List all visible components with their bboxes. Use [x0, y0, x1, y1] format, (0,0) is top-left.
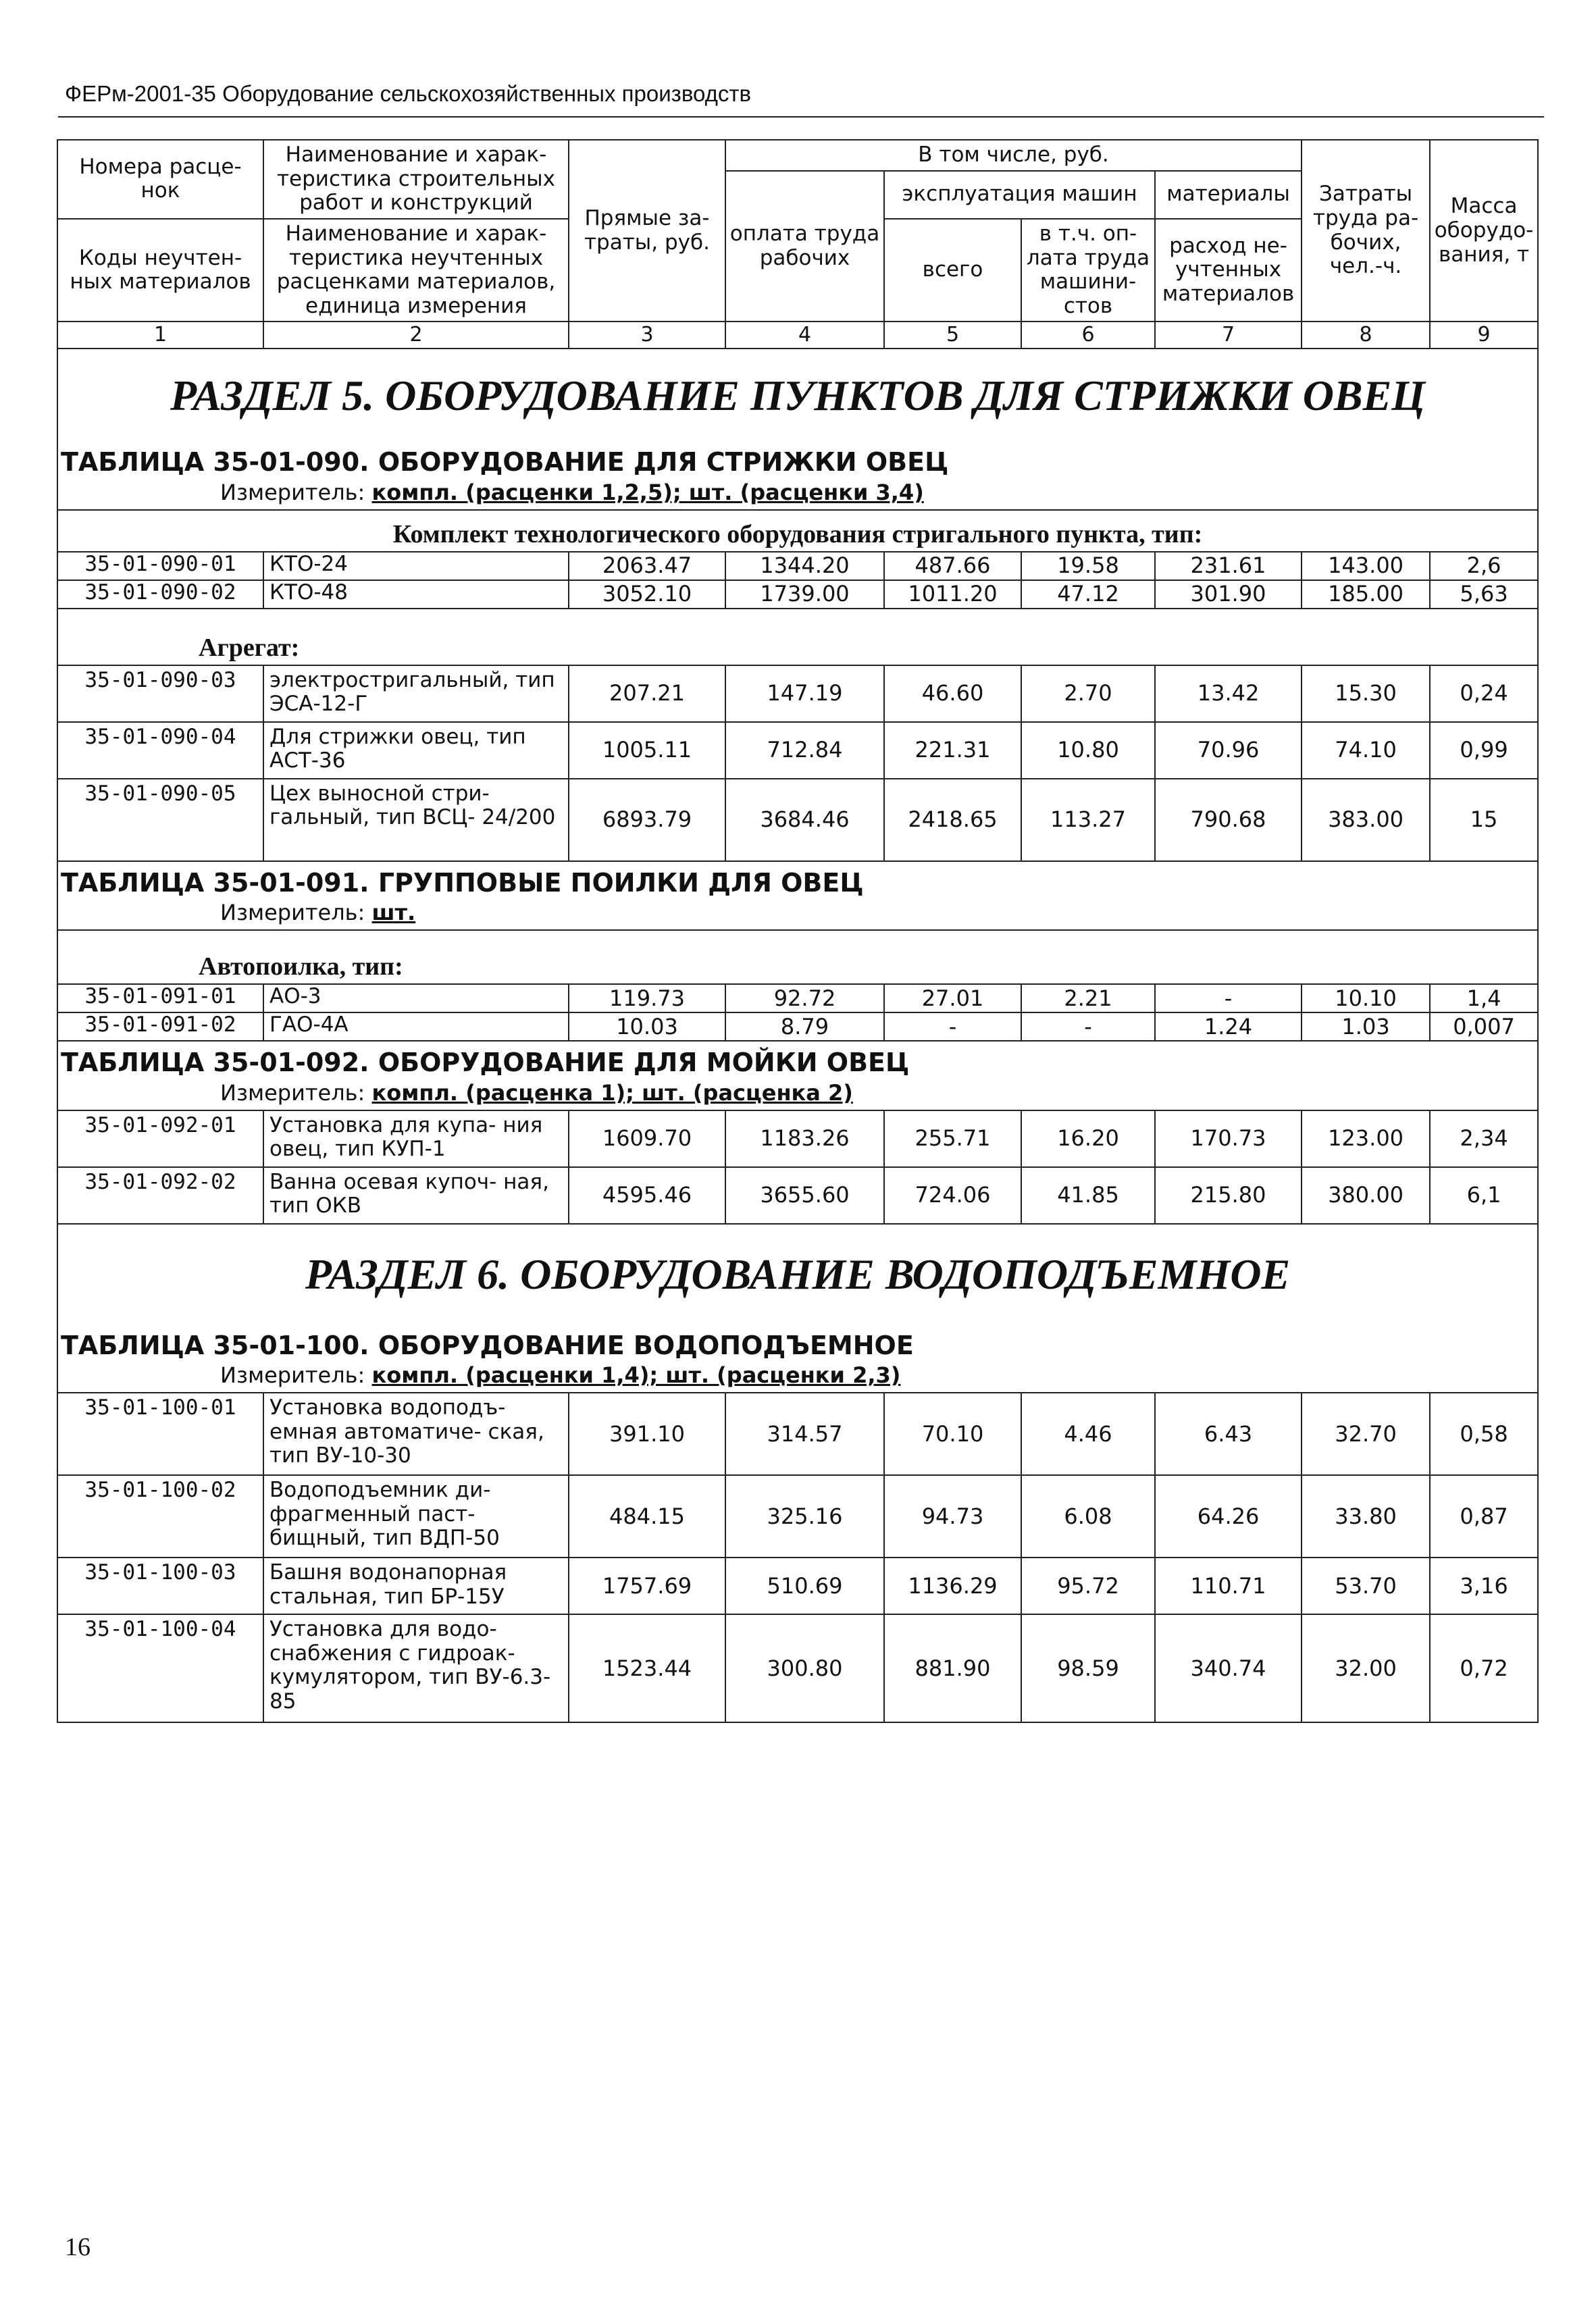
materials: 1.24 — [1155, 1012, 1302, 1041]
machines-total: 46.60 — [884, 665, 1021, 722]
section-6-row — [57, 1224, 1538, 1325]
table-091-measure-row — [57, 899, 1538, 930]
header-rule — [58, 116, 1544, 118]
col-work-name-header: Наименование и харак- теристика строительных работ и конструкций — [263, 140, 569, 219]
direct-costs: 391.10 — [569, 1393, 725, 1475]
item-name: Установка для купа- ния овец, тип КУП-1 — [263, 1110, 569, 1167]
materials: 790.68 — [1155, 779, 1302, 861]
section-6-title: РАЗДЕЛ 6. ОБОРУДОВАНИЕ ВОДОПОДЪЕМНОЕ — [57, 1224, 1538, 1325]
rate-code: 35-01-091-01 — [57, 984, 263, 1012]
wages: 300.80 — [725, 1614, 884, 1722]
labor-costs: 1.03 — [1302, 1012, 1430, 1041]
column-number: 7 — [1155, 322, 1302, 349]
table-090-measure — [57, 479, 1538, 510]
page-number: 16 — [65, 2233, 91, 2261]
direct-costs: 1523.44 — [569, 1614, 725, 1722]
rate-code: 35-01-090-01 — [57, 552, 263, 580]
measure-value: шт. — [371, 900, 416, 926]
equipment-mass: 0,007 — [1430, 1012, 1538, 1041]
table-091-measure — [57, 899, 1538, 930]
direct-costs: 1609.70 — [569, 1110, 725, 1167]
table-row — [57, 984, 1538, 1012]
table-092-measure-row — [57, 1079, 1538, 1110]
machines-total: 27.01 — [884, 984, 1021, 1012]
estimate-table — [57, 139, 1539, 1723]
wages: 8.79 — [725, 1012, 884, 1041]
measure-value: компл. (расценки 1,4); шт. (расценки 2,3) — [371, 1362, 901, 1389]
operator-wages: 19.58 — [1021, 552, 1155, 580]
table-090-measure-row — [57, 479, 1538, 510]
direct-costs: 10.03 — [569, 1012, 725, 1041]
table-092-measure — [57, 1079, 1538, 1110]
labor-costs: 32.00 — [1302, 1614, 1430, 1722]
rate-code: 35-01-100-03 — [57, 1558, 263, 1614]
col-equipment-mass-header: Масса оборудо- вания, т — [1430, 140, 1538, 322]
wages: 3684.46 — [725, 779, 884, 861]
column-number: 6 — [1021, 322, 1155, 349]
item-name: Установка водоподъ- емная автоматиче- ская, тип ВУ-10-30 — [263, 1393, 569, 1475]
table-090-title: ТАБЛИЦА 35-01-090. ОБОРУДОВАНИЕ ДЛЯ СТРИЖКИ ОВЕЦ — [57, 441, 1538, 479]
labor-costs: 33.80 — [1302, 1475, 1430, 1558]
table-091-group-1-row — [57, 930, 1538, 984]
running-header: ФЕРм-2001-35 Оборудование сельскохозяйственных производств — [65, 81, 752, 106]
direct-costs: 1757.69 — [569, 1558, 725, 1614]
labor-costs: 383.00 — [1302, 779, 1430, 861]
table-row — [57, 1393, 1538, 1475]
machines-total: 1011.20 — [884, 580, 1021, 609]
labor-costs: 143.00 — [1302, 552, 1430, 580]
materials: 301.90 — [1155, 580, 1302, 609]
equipment-mass: 0,72 — [1430, 1614, 1538, 1722]
item-name: Цех выносной стри- гальный, тип ВСЦ- 24/200 — [263, 779, 569, 861]
materials: 231.61 — [1155, 552, 1302, 580]
col-labor-costs-header: Затраты труда ра- бочих, чел.-ч. — [1302, 140, 1430, 322]
rate-code: 35-01-090-04 — [57, 722, 263, 779]
col-operator-wages-header: в т.ч. оп- лата труда машини- стов — [1021, 219, 1155, 322]
table-100-measure — [57, 1362, 1538, 1393]
equipment-mass: 0,58 — [1430, 1393, 1538, 1475]
equipment-mass: 5,63 — [1430, 580, 1538, 609]
table-100-measure-row — [57, 1362, 1538, 1393]
column-number: 3 — [569, 322, 725, 349]
machines-total: 487.66 — [884, 552, 1021, 580]
machines-header: эксплуатация машин — [884, 171, 1155, 219]
machines-total: 94.73 — [884, 1475, 1021, 1558]
materials: 110.71 — [1155, 1558, 1302, 1614]
rate-code: 35-01-092-02 — [57, 1167, 263, 1224]
machines-total: 221.31 — [884, 722, 1021, 779]
materials: 13.42 — [1155, 665, 1302, 722]
item-name: электростригальный, тип ЭСА-12-Г — [263, 665, 569, 722]
table-091-title: ТАБЛИЦА 35-01-091. ГРУППОВЫЕ ПОИЛКИ ДЛЯ ОВЕЦ — [57, 861, 1538, 900]
direct-costs: 119.73 — [569, 984, 725, 1012]
equipment-mass: 2,34 — [1430, 1110, 1538, 1167]
item-name: Водоподъемник ди- фрагменный паст- бищный, тип ВДП-50 — [263, 1475, 569, 1558]
table-090-group-1-row — [57, 510, 1538, 552]
column-number: 9 — [1430, 322, 1538, 349]
equipment-mass: 0,99 — [1430, 722, 1538, 779]
equipment-mass: 3,16 — [1430, 1558, 1538, 1614]
operator-wages: 10.80 — [1021, 722, 1155, 779]
materials: 340.74 — [1155, 1614, 1302, 1722]
rate-code: 35-01-100-02 — [57, 1475, 263, 1558]
wages: 147.19 — [725, 665, 884, 722]
machines-total: 724.06 — [884, 1167, 1021, 1224]
rate-code: 35-01-090-03 — [57, 665, 263, 722]
table-row — [57, 1558, 1538, 1614]
rate-code: 35-01-100-01 — [57, 1393, 263, 1475]
equipment-mass: 0,87 — [1430, 1475, 1538, 1558]
operator-wages: - — [1021, 1012, 1155, 1041]
direct-costs: 4595.46 — [569, 1167, 725, 1224]
group-heading: Автопоилка, тип: — [57, 930, 1538, 984]
item-name: Установка для водо- снабжения с гидроак- кумулятором, тип ВУ-6.3-85 — [263, 1614, 569, 1722]
section-5-title: РАЗДЕЛ 5. ОБОРУДОВАНИЕ ПУНКТОВ ДЛЯ СТРИЖКИ ОВЕЦ — [57, 349, 1538, 441]
column-number: 8 — [1302, 322, 1430, 349]
table-100-title-row — [57, 1325, 1538, 1362]
item-name: КТО-48 — [263, 580, 569, 609]
col-materials-usage-header: расход не- учтенных материалов — [1155, 219, 1302, 322]
col-machines-total-header: всего — [884, 219, 1021, 322]
rate-code: 35-01-090-05 — [57, 779, 263, 861]
equipment-mass: 15 — [1430, 779, 1538, 861]
column-number: 1 — [57, 322, 263, 349]
item-name: АО-3 — [263, 984, 569, 1012]
column-numbers-row — [57, 322, 1538, 349]
direct-costs: 6893.79 — [569, 779, 725, 861]
operator-wages: 98.59 — [1021, 1614, 1155, 1722]
labor-costs: 15.30 — [1302, 665, 1430, 722]
table-100-title: ТАБЛИЦА 35-01-100. ОБОРУДОВАНИЕ ВОДОПОДЪЕМНОЕ — [57, 1325, 1538, 1362]
materials: 70.96 — [1155, 722, 1302, 779]
rate-code: 35-01-100-04 — [57, 1614, 263, 1722]
item-name: КТО-24 — [263, 552, 569, 580]
table-092-title: ТАБЛИЦА 35-01-092. ОБОРУДОВАНИЕ ДЛЯ МОЙКИ ОВЕЦ — [57, 1041, 1538, 1079]
labor-costs: 74.10 — [1302, 722, 1430, 779]
equipment-mass: 0,24 — [1430, 665, 1538, 722]
measure-label: Измеритель: — [220, 900, 372, 926]
equipment-mass: 2,6 — [1430, 552, 1538, 580]
labor-costs: 53.70 — [1302, 1558, 1430, 1614]
direct-costs: 207.21 — [569, 665, 725, 722]
col-wages-header: оплата труда рабочих — [725, 171, 884, 322]
table-row — [57, 552, 1538, 580]
operator-wages: 2.21 — [1021, 984, 1155, 1012]
item-name: Ванна осевая купоч- ная, тип ОКВ — [263, 1167, 569, 1224]
item-name: ГАО-4А — [263, 1012, 569, 1041]
machines-total: 70.10 — [884, 1393, 1021, 1475]
measure-label: Измеритель: — [220, 480, 372, 506]
labor-costs: 32.70 — [1302, 1393, 1430, 1475]
measure-label: Измеритель: — [220, 1362, 372, 1389]
group-heading: Комплект технологического оборудования стригального пункта, тип: — [57, 510, 1538, 552]
table-090-group-2-row — [57, 609, 1538, 665]
table-row — [57, 779, 1538, 861]
group-heading: Агрегат: — [57, 609, 1538, 665]
wages: 3655.60 — [725, 1167, 884, 1224]
column-number: 2 — [263, 322, 569, 349]
labor-costs: 185.00 — [1302, 580, 1430, 609]
direct-costs: 1005.11 — [569, 722, 725, 779]
table-row — [57, 580, 1538, 609]
wages: 1344.20 — [725, 552, 884, 580]
table-row — [57, 1167, 1538, 1224]
wages: 1739.00 — [725, 580, 884, 609]
table-row — [57, 665, 1538, 722]
direct-costs: 2063.47 — [569, 552, 725, 580]
column-number: 5 — [884, 322, 1021, 349]
header-row-1 — [57, 140, 1538, 171]
equipment-mass: 6,1 — [1430, 1167, 1538, 1224]
rate-code: 35-01-091-02 — [57, 1012, 263, 1041]
labor-costs: 123.00 — [1302, 1110, 1430, 1167]
col-rate-number-header: Номера расце- нок — [57, 140, 263, 219]
wages: 510.69 — [725, 1558, 884, 1614]
operator-wages: 16.20 — [1021, 1110, 1155, 1167]
rate-code: 35-01-090-02 — [57, 580, 263, 609]
wages: 325.16 — [725, 1475, 884, 1558]
table-row — [57, 1110, 1538, 1167]
wages: 712.84 — [725, 722, 884, 779]
equipment-mass: 1,4 — [1430, 984, 1538, 1012]
including-header: В том числе, руб. — [725, 140, 1302, 171]
direct-costs: 3052.10 — [569, 580, 725, 609]
col-direct-costs-header: Прямые за- траты, руб. — [569, 140, 725, 322]
table-row — [57, 722, 1538, 779]
document-body — [57, 139, 1537, 1723]
item-name: Для стрижки овец, тип АСТ-36 — [263, 722, 569, 779]
table-091-title-row — [57, 861, 1538, 900]
operator-wages: 2.70 — [1021, 665, 1155, 722]
table-row — [57, 1012, 1538, 1041]
measure-value: компл. (расценка 1); шт. (расценка 2) — [371, 1079, 853, 1106]
machines-total: 2418.65 — [884, 779, 1021, 861]
table-092-title-row — [57, 1041, 1538, 1079]
wages: 92.72 — [725, 984, 884, 1012]
materials: - — [1155, 984, 1302, 1012]
materials: 6.43 — [1155, 1393, 1302, 1475]
column-number: 4 — [725, 322, 884, 349]
measure-label: Измеритель: — [220, 1079, 372, 1106]
labor-costs: 10.10 — [1302, 984, 1430, 1012]
operator-wages: 95.72 — [1021, 1558, 1155, 1614]
operator-wages: 41.85 — [1021, 1167, 1155, 1224]
wages: 314.57 — [725, 1393, 884, 1475]
section-5-row — [57, 349, 1538, 441]
direct-costs: 484.15 — [569, 1475, 725, 1558]
wages: 1183.26 — [725, 1110, 884, 1167]
measure-value: компл. (расценки 1,2,5); шт. (расценки 3,4) — [371, 480, 924, 506]
machines-total: 255.71 — [884, 1110, 1021, 1167]
operator-wages: 113.27 — [1021, 779, 1155, 861]
materials: 64.26 — [1155, 1475, 1302, 1558]
item-name: Башня водонапорная стальная, тип БР-15У — [263, 1558, 569, 1614]
rate-code: 35-01-092-01 — [57, 1110, 263, 1167]
table-row — [57, 1475, 1538, 1558]
materials-header: материалы — [1155, 171, 1302, 219]
machines-total: 1136.29 — [884, 1558, 1021, 1614]
materials: 215.80 — [1155, 1167, 1302, 1224]
operator-wages: 6.08 — [1021, 1475, 1155, 1558]
materials: 170.73 — [1155, 1110, 1302, 1167]
labor-costs: 380.00 — [1302, 1167, 1430, 1224]
table-090-title-row — [57, 441, 1538, 479]
col-material-name-header: Наименование и харак- теристика неучтенных расценками материалов, единица измерения — [263, 219, 569, 322]
col-material-codes-header: Коды неучтен- ных материалов — [57, 219, 263, 322]
machines-total: 881.90 — [884, 1614, 1021, 1722]
machines-total: - — [884, 1012, 1021, 1041]
operator-wages: 47.12 — [1021, 580, 1155, 609]
table-row — [57, 1614, 1538, 1722]
operator-wages: 4.46 — [1021, 1393, 1155, 1475]
